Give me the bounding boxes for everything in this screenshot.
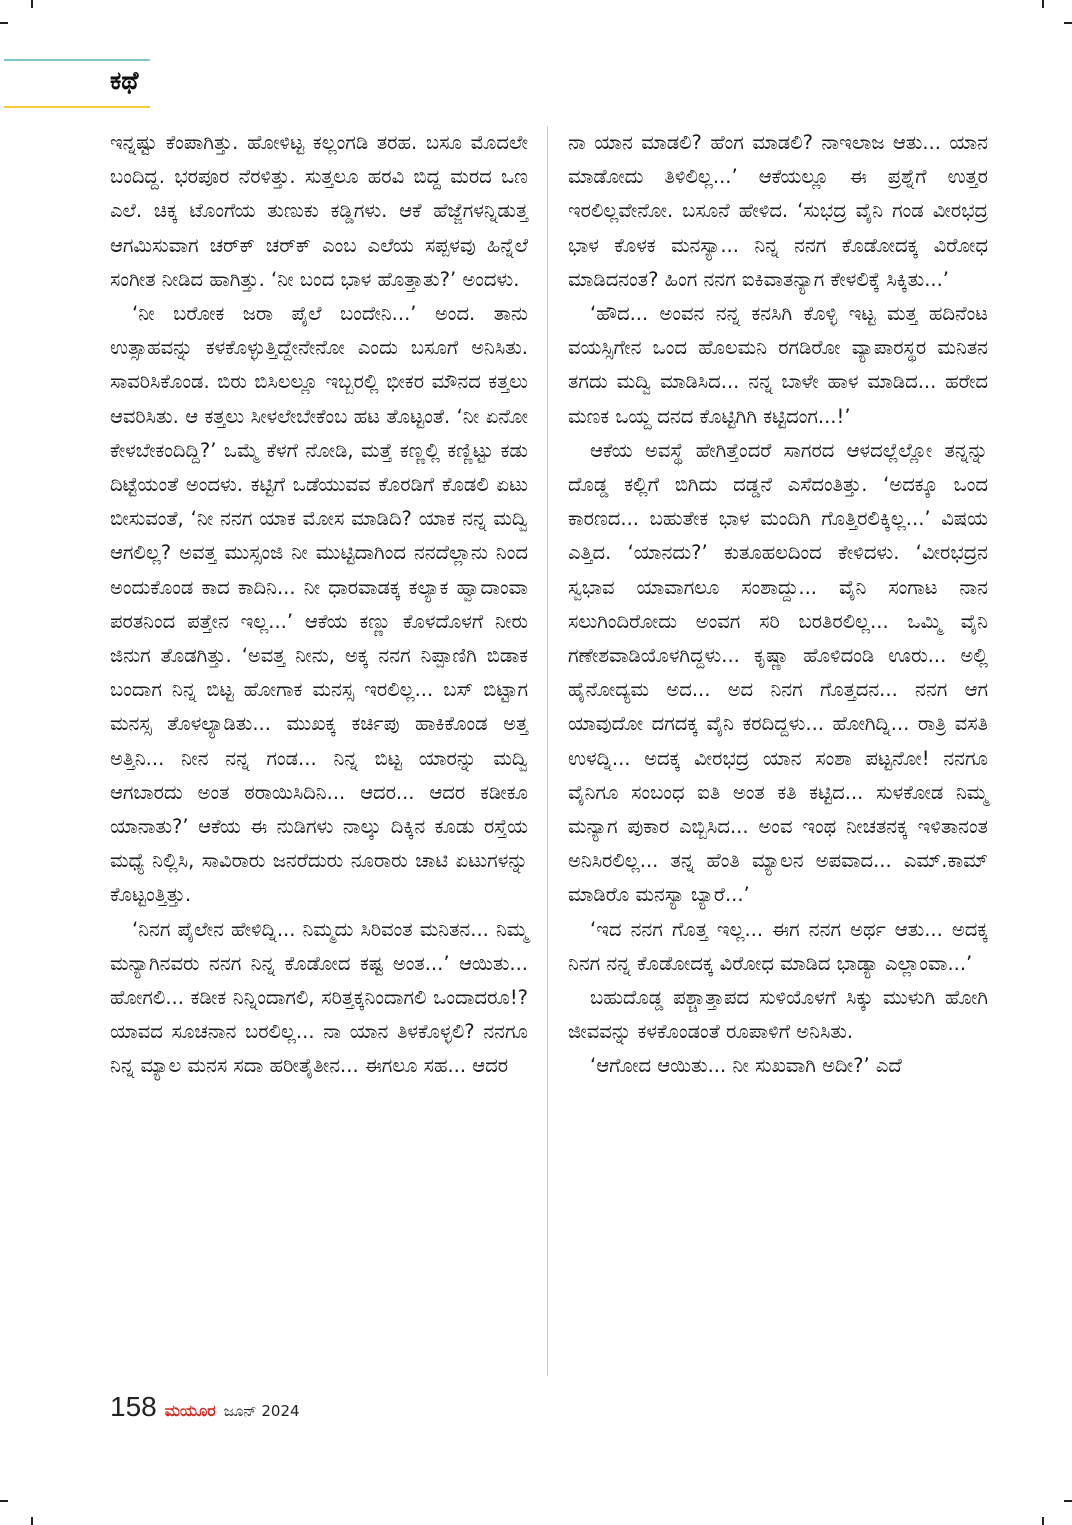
paragraph: ‘ಇದ ನನಗ ಗೊತ್ತ ಇಲ್ಲ... ಈಗ ನನಗ ಅರ್ಥ ಆತು... ಅದಕ್ಕ ನಿನಗ ನನ್ನ ಕೊಡೋದಕ್ಕ ವಿರೋಧ ಮಾಡಿದ ಭಾಡ್ಯಾ ಎಲ್ಲಾಂವಾ...’ xyxy=(568,917,988,975)
paragraph: ‘ಹೌದ... ಅಂವನ ನನ್ನ ಕನಸಿಗಿ ಕೊಳ್ಳಿ ಇಟ್ಟ ಮತ್ತ ಹದಿನೆಂಟ ವಯಸ್ಸಿಗೇನ ಒಂದ ಹೊಲಮನಿ ರಗಡಿರೋ ವ್ಯಾಪಾರಸ್ಥರ ಮನಿತನ ತಗದು ಮದ್ವಿ ಮಾಡಿಸಿದ... ನನ್ನ ಬಾಳೇ ಹಾಳ ಮಾಡಿದ... ಹರೇದ ಮಣಕ ಒಯ್ದ ದನದ ಕೊಟ್ಟಿಗಿಗಿ ಕಟ್ಟಿದಂಗ...!’ xyxy=(568,302,988,428)
crop-mark xyxy=(1064,1500,1072,1502)
crop-mark xyxy=(0,1500,8,1502)
crop-mark xyxy=(1042,1517,1044,1525)
paragraph: ‘ನಿನಗ ಪೈಲೇನ ಹೇಳಿದ್ನಿ... ನಿಮ್ಮದು ಸಿರಿವಂತ ಮನಿತನ... ನಿಮ್ಮ ಮನ್ಯಾಗಿನವರು ನನಗ ನಿನ್ನ ಕೊಡೋದ ಕಷ್ಟ ಅಂತ...’ ಆಯಿತು... ಹೋಗಲಿ... ಕಡೀಕ ನಿನ್ನಿಂದಾಗಲಿ, ಸರಿತ್ತಕ್ಕನಿಂದಾಗಲಿ ಒಂದಾದರೂ!? ಯಾವದ ಸೂಚನಾನ ಬರಲಿಲ್ಲ... ನಾ ಯಾನ ತಿಳಕೊಳ್ಳಲಿ? ನನಗೂ ನಿನ್ನ ಮ್ಯಾಲ ಮನಸ ಸದಾ ಹರೀತೈತೀನ... ಈಗಲೂ ಸಹ... ಆದರ xyxy=(110,917,528,1078)
crop-mark xyxy=(1042,0,1044,8)
section-header xyxy=(0,56,152,110)
text-column-left xyxy=(110,126,528,1084)
issue-date: ಜೂನ್ 2024 xyxy=(223,1402,300,1420)
crop-mark xyxy=(1064,22,1072,24)
header-rule-bottom xyxy=(4,106,150,108)
crop-mark xyxy=(31,1517,33,1525)
crop-mark xyxy=(31,0,33,8)
page-number: 158 xyxy=(110,1391,157,1422)
paragraph: ‘ನೀ ಬರೋಕ ಜರಾ ಪೈಲೆ ಬಂದೇನಿ...’ ಅಂದ. ತಾನು ಉತ್ಸಾಹವನ್ನು ಕಳಕೊಳ್ಳುತ್ತಿದ್ದೇನೇನೋ ಎಂದು ಬಸೂಗೆ ಅನಿಸಿತು. ಸಾವರಿಸಿಕೊಂಡ. ಬಿರು ಬಿಸಿಲಲ್ಲೂ ಇಬ್ಬರಲ್ಲಿ ಭೀಕರ ಮೌನದ ಕತ್ತಲು ಆವರಿಸಿತು. ಆ ಕತ್ತಲು ಸೀಳಲೇಬೇಕೆಂಬ ಹಟ ತೊಟ್ಟಂತೆ. ‘ನೀ ಏನೋ ಕೇಳಬೇಕಂದಿದ್ದಿ?’ ಒಮ್ಮೆ ಕೆಳಗೆ ನೋಡಿ, ಮತ್ತೆ ಕಣ್ಣಲ್ಲಿ ಕಣ್ಣಿಟ್ಟು ಕಡು ದಿಟ್ಟೆಯಂತೆ ಅಂದಳು. ಕಟ್ಟಿಗೆ ಒಡೆಯುವವ ಕೊರಡಿಗೆ ಕೊಡಲಿ ಏಟು ಬೀಸುವಂತೆ, ‘ನೀ ನನಗ ಯಾಕ ಮೋಸ ಮಾಡಿದಿ? ಯಾಕ ನನ್ನ ಮದ್ವಿ ಆಗಲಿಲ್ಲ? ಅವತ್ತ ಮುಸ್ಸಂಜಿ ನೀ ಮುಟ್ಟಿದಾಗಿಂದ ನನದೆಲ್ಲಾನು ನಿಂದ ಅಂದುಕೊಂಡ ಕಾದ ಕಾದಿನಿ... ನೀ ಧಾರವಾಡಕ್ಕ ಕಲ್ಯಾಕ ಹ್ವಾದಾಂವಾ ಪರತನಿಂದ ಪತ್ತೇನ ಇಲ್ಲ...’ ಆಕೆಯ ಕಣ್ಣು ಕೊಳದೊಳಗೆ ನೀರು ಜಿನುಗ ತೊಡಗಿತ್ತು. ‘ಅವತ್ತ ನೀನು, ಅಕ್ಕ ನನಗ ನಿಪ್ಪಾಣಿಗಿ ಬಿಡಾಕ ಬಂದಾಗ ನಿನ್ನ ಬಿಟ್ಟ ಹೋಗಾಕ ಮನಸ್ಸ ಇರಲಿಲ್ಲ... ಬಸ್ ಬಿಟ್ಟಾಗ ಮನಸ್ಸ ತೊಳಲ್ಯಾಡಿತು... ಮುಖಕ್ಕ ಕರ್ಚಿಪು ಹಾಕಿಕೊಂಡ ಅತ್ತ ಅತ್ತಿನಿ... ನೀನ ನನ್ನ ಗಂಡ... ನಿನ್ನ ಬಿಟ್ಟ ಯಾರನ್ನು ಮದ್ವಿ ಆಗಬಾರದು ಅಂತ ಠರಾಯಿಸಿದಿನಿ... ಆದರ... ಆದರ ಕಡೀಕೂ ಯಾನಾತು?’ ಆಕೆಯ ಈ ನುಡಿಗಳು ನಾಲ್ಕು ದಿಕ್ಕಿನ ಕೂಡು ರಸ್ತೆಯ ಮಧ್ಯೆ ನಿಲ್ಲಿಸಿ, ಸಾವಿರಾರು ಜನರೆದುರು ನೂರಾರು ಚಾಟಿ ಏಟುಗಳನ್ನು ಕೊಟ್ಟಂತ್ತಿತ್ತು. xyxy=(110,302,528,907)
magazine-logo: ಮಯೂರ xyxy=(164,1401,216,1420)
paragraph: ಆಕೆಯ ಅವಸ್ಥೆ ಹೇಗಿತ್ತೆಂದರೆ ಸಾಗರದ ಆಳದಲ್ಲೆಲ್ಲೋ ತನ್ನನ್ನು ದೊಡ್ಡ ಕಲ್ಲಿಗೆ ಬಿಗಿದು ದಡ್ಡನೆ ಎಸೆದಂತಿತ್ತು. ‘ಅದಕ್ಕೂ ಒಂದ ಕಾರಣದ... ಬಹುತೇಕ ಭಾಳ ಮಂದಿಗಿ ಗೊತ್ತಿರಲಿಕ್ಕಿಲ್ಲ...’ ವಿಷಯ ಎತ್ತಿದ. ‘ಯಾನದು?’ ಕುತೂಹಲದಿಂದ ಕೇಳಿದಳು. ‘ವೀರಭದ್ರನ ಸ್ವಭಾವ ಯಾವಾಗಲೂ ಸಂಶಾದ್ದು... ವೈನಿ ಸಂಗಾಟ ನಾನ ಸಲುಗಿಂದಿರೋದು ಅಂವಗ ಸರಿ ಬರತಿರಲಿಲ್ಲ... ಒಮ್ಮಿ ವೈನಿ ಗಣೇಶವಾಡಿಯೊಳಗಿದ್ದಳು... ಕೃಷ್ಣಾ ಹೊಳಿದಂಡಿ ಊರು... ಅಲ್ಲಿ ಹೈನೋದ್ಯಮ ಅದ... ಅದ ನಿನಗ ಗೊತ್ತದನ... ನನಗ ಆಗ ಯಾವುದೋ ದಗದಕ್ಕ ವೈನಿ ಕರದಿದ್ದಳು... ಹೋಗಿದ್ನಿ... ರಾತ್ರಿ ವಸತಿ ಉಳದ್ನಿ... ಅದಕ್ಕ ವೀರಭದ್ರ ಯಾನ ಸಂಶಾ ಪಟ್ಟನೋ! ನನಗೂ ವೈನಿಗೂ ಸಂಬಂಧ ಐತಿ ಅಂತ ಕತಿ ಕಟ್ಟಿದ... ಸುಳಕೋಡ ನಿಮ್ಮ ಮನ್ಯಾಗ ಪುಕಾರ ಎಬ್ಬಿಸಿದ... ಅಂವ ಇಂಥ ನೀಚತನಕ್ಕ ಇಳಿತಾನಂತ ಅನಿಸಿರಲಿಲ್ಲ... ತನ್ನ ಹೆಂತಿ ಮ್ಯಾಲನ ಅಪವಾದ... ಎಮ್.ಕಾಮ್ ಮಾಡಿರೊ ಮನಸ್ಯಾ ಬ್ಯಾರೆ...’ xyxy=(568,438,988,907)
paragraph: ಬಹುದೊಡ್ಡ ಪಶ್ಚಾತ್ತಾಪದ ಸುಳಿಯೊಳಗೆ ಸಿಕ್ಕು ಮುಳುಗಿ ಹೋಗಿ ಜೀವವನ್ನು ಕಳಕೊಂಡಂತೆ ರೂಪಾಳಿಗೆ ಅನಿಸಿತು. xyxy=(568,986,988,1044)
header-rule-top xyxy=(4,59,150,61)
column-divider xyxy=(547,126,548,1376)
paragraph: ಇನ್ನಷ್ಟು ಕೆಂಪಾಗಿತ್ತು. ಹೋಳಿಟ್ಟ ಕಲ್ಲಂಗಡಿ ತರಹ. ಬಸೂ ಮೊದಲೇ ಬಂದಿದ್ದ. ಭರಪೂರ ನೆರಳಿತ್ತು. ಸುತ್ತಲೂ ಹರವಿ ಬಿದ್ದ ಮರದ ಒಣ ಎಲೆ. ಚಿಕ್ಕ ಟೊಂಗೆಯ ತುಣುಕು ಕಡ್ಡಿಗಳು. ಆಕೆ ಹೆಜ್ಜೆಗಳನ್ನಿಡುತ್ತ ಆಗಮಿಸುವಾಗ ಚರ್‌ಕ್ ಚರ್‌ಕ್ ಎಂಬ ಎಲೆಯ ಸಪ್ಪಳವು ಹಿನ್ನೆಲೆ ಸಂಗೀತ ನೀಡಿದ ಹಾಗಿತ್ತು. ‘ನೀ ಬಂದ ಭಾಳ ಹೊತ್ತಾತು?’ ಅಂದಳು. xyxy=(110,131,528,291)
section-title: ಕಥೆ xyxy=(110,66,139,95)
paragraph: ‘ಆಗೋದ ಆಯಿತು... ನೀ ಸುಖವಾಗಿ ಅದೀ?’ ಎದೆ xyxy=(590,1054,902,1078)
text-column-right xyxy=(568,126,988,1084)
paragraph: ನಾ ಯಾನ ಮಾಡಲಿ? ಹೆಂಗ ಮಾಡಲಿ? ನಾಇಲಾಜ ಆತು... ಯಾನ ಮಾಡೋದು ತಿಳಿಲಿಲ್ಲ...’ ಆಕೆಯಲ್ಲೂ ಈ ಪ್ರಶ್ನೆಗೆ ಉತ್ತರ ಇರಲಿಲ್ಲವೇನೋ. ಬಸೂನೆ ಹೇಳಿದ. ‘ಸುಭದ್ರ ವೈನಿ ಗಂಡ ವೀರಭದ್ರ ಭಾಳ ಕೊಳಕ ಮನಸ್ಯಾ... ನಿನ್ನ ನನಗ ಕೊಡೋದಕ್ಕ ವಿರೋಧ ಮಾಡಿದನಂತ? ಹಿಂಗ ನನಗ ಐಕಿವಾತನ್ಯಾಗ ಕೇಳಲಿಕ್ಕೆ ಸಿಕ್ಕಿತು...’ xyxy=(568,131,988,291)
crop-mark xyxy=(0,22,8,24)
page-footer xyxy=(110,1391,300,1427)
